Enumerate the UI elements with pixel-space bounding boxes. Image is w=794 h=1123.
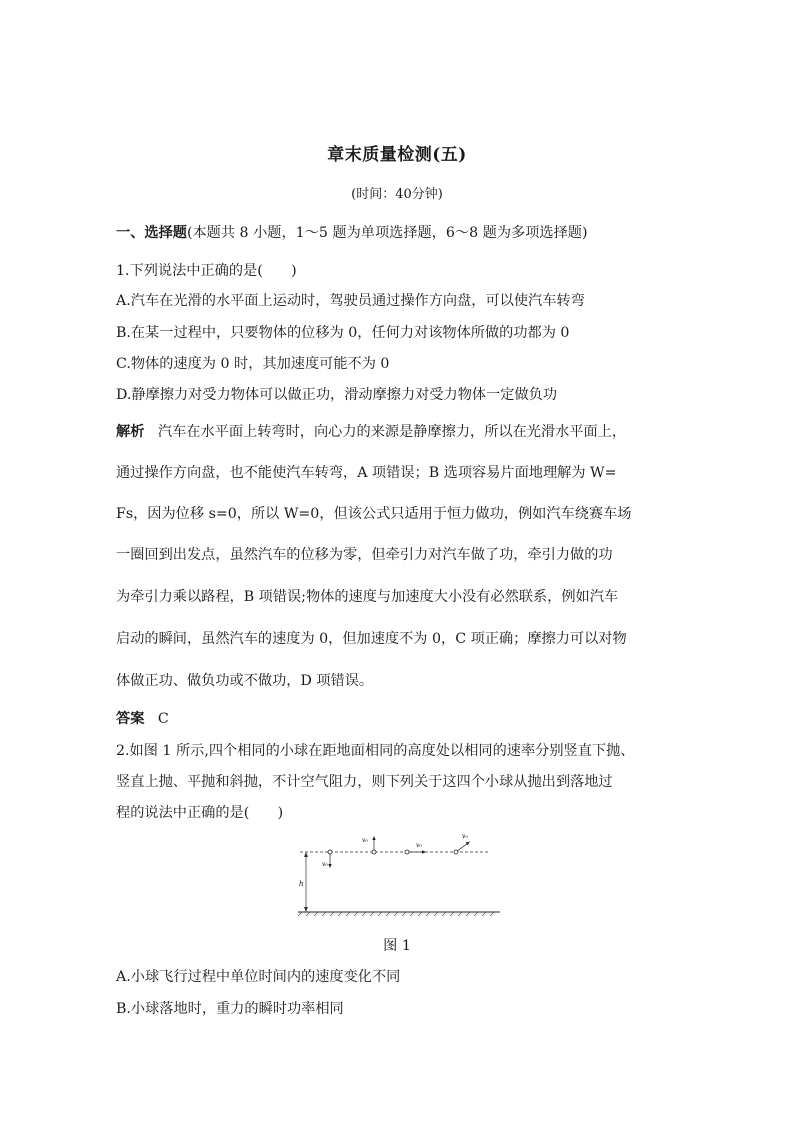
v0-label-down: v₀: [322, 861, 328, 868]
q1-option-d: D.静摩擦力对受力物体可以做正功，滑动摩擦力对受力物体一定做负功: [116, 387, 558, 403]
v0-label-horizontal: v₀: [416, 842, 422, 849]
section-title: 一、选择题: [116, 225, 187, 241]
answer-label: 答案: [116, 711, 145, 727]
v0-label-oblique: v₀: [462, 833, 468, 840]
height-label: h: [299, 880, 304, 888]
analysis-label: 解析: [116, 424, 145, 440]
ground-hatching: [298, 912, 494, 916]
q2-stem-line-3: 程的说法中正确的是( ): [116, 805, 284, 821]
section-note: (本题共 8 小题，1～5 题为单项选择题，6～8 题为多项选择题): [186, 225, 588, 241]
ball-up: [372, 850, 376, 854]
q1-option-c: C.物体的速度为 0 时，其加速度可能不为 0: [116, 356, 390, 372]
q2-stem-line-2: 竖直上抛、平抛和斜抛，不计空气阻力，则下列关于这四个小球从抛出到落地过: [116, 774, 613, 790]
q2-option-a: A.小球飞行过程中单位时间内的速度变化不同: [116, 969, 401, 985]
v0-label-up: v₀: [362, 837, 368, 844]
q1-analysis-line-1: [116, 421, 626, 441]
section-heading: [116, 222, 588, 242]
q1-analysis-line-7: 体做正功、做负功或不做功，D 项错误。: [116, 673, 374, 689]
q1-stem: 1.下列说法中正确的是( ): [116, 263, 297, 279]
q1-answer: [116, 708, 169, 728]
q1-analysis-line-6: 启动的瞬间，虽然汽车的速度为 0，但加速度不为 0，C 项正确；摩擦力可以对物: [116, 631, 627, 647]
q1-option-b: B.在某一过程中，只要物体的位移为 0，任何力对该物体所做的功都为 0: [116, 325, 570, 341]
q1-option-a: A.汽车在光滑的水平面上运动时，驾驶员通过操作方向盘，可以使汽车转弯: [116, 293, 585, 309]
figure-caption: 图 1: [383, 938, 411, 954]
q1-analysis-line-2: 通过操作方向盘，也不能使汽车转弯，A 项错误；B 选项容易片面地理解为 W=: [116, 465, 617, 481]
ball-horizontal: [405, 850, 409, 854]
q1-analysis-line-4: 一圈回到出发点，虽然汽车的位移为零，但牵引力对汽车做了功，牵引力做的功: [116, 547, 613, 563]
q1-analysis-line-5: 为牵引力乘以路程，B 项错误;物体的速度与加速度大小没有必然联系，例如汽车: [116, 589, 619, 605]
page-subtitle: (时间：40分钟): [351, 187, 443, 202]
analysis-text: 汽车在水平面上转弯时，向心力的来源是静摩擦力，所以在光滑水平面上，: [157, 424, 627, 440]
page-title: 章末质量检测(五): [327, 145, 467, 165]
q2-stem-line-1: 2.如图 1 所示,四个相同的小球在距地面相同的高度处以相同的速率分别竖直下抛、: [116, 743, 635, 759]
answer-value: C: [157, 711, 169, 727]
figure-1-diagram: [290, 826, 505, 922]
ball-down: [328, 850, 332, 854]
q2-option-b: B.小球落地时，重力的瞬时功率相同: [116, 1001, 344, 1017]
q1-analysis-line-3: Fs，因为位移 s=0，所以 W=0，但该公式只适用于恒力做功，例如汽车绕赛车场: [116, 506, 632, 522]
